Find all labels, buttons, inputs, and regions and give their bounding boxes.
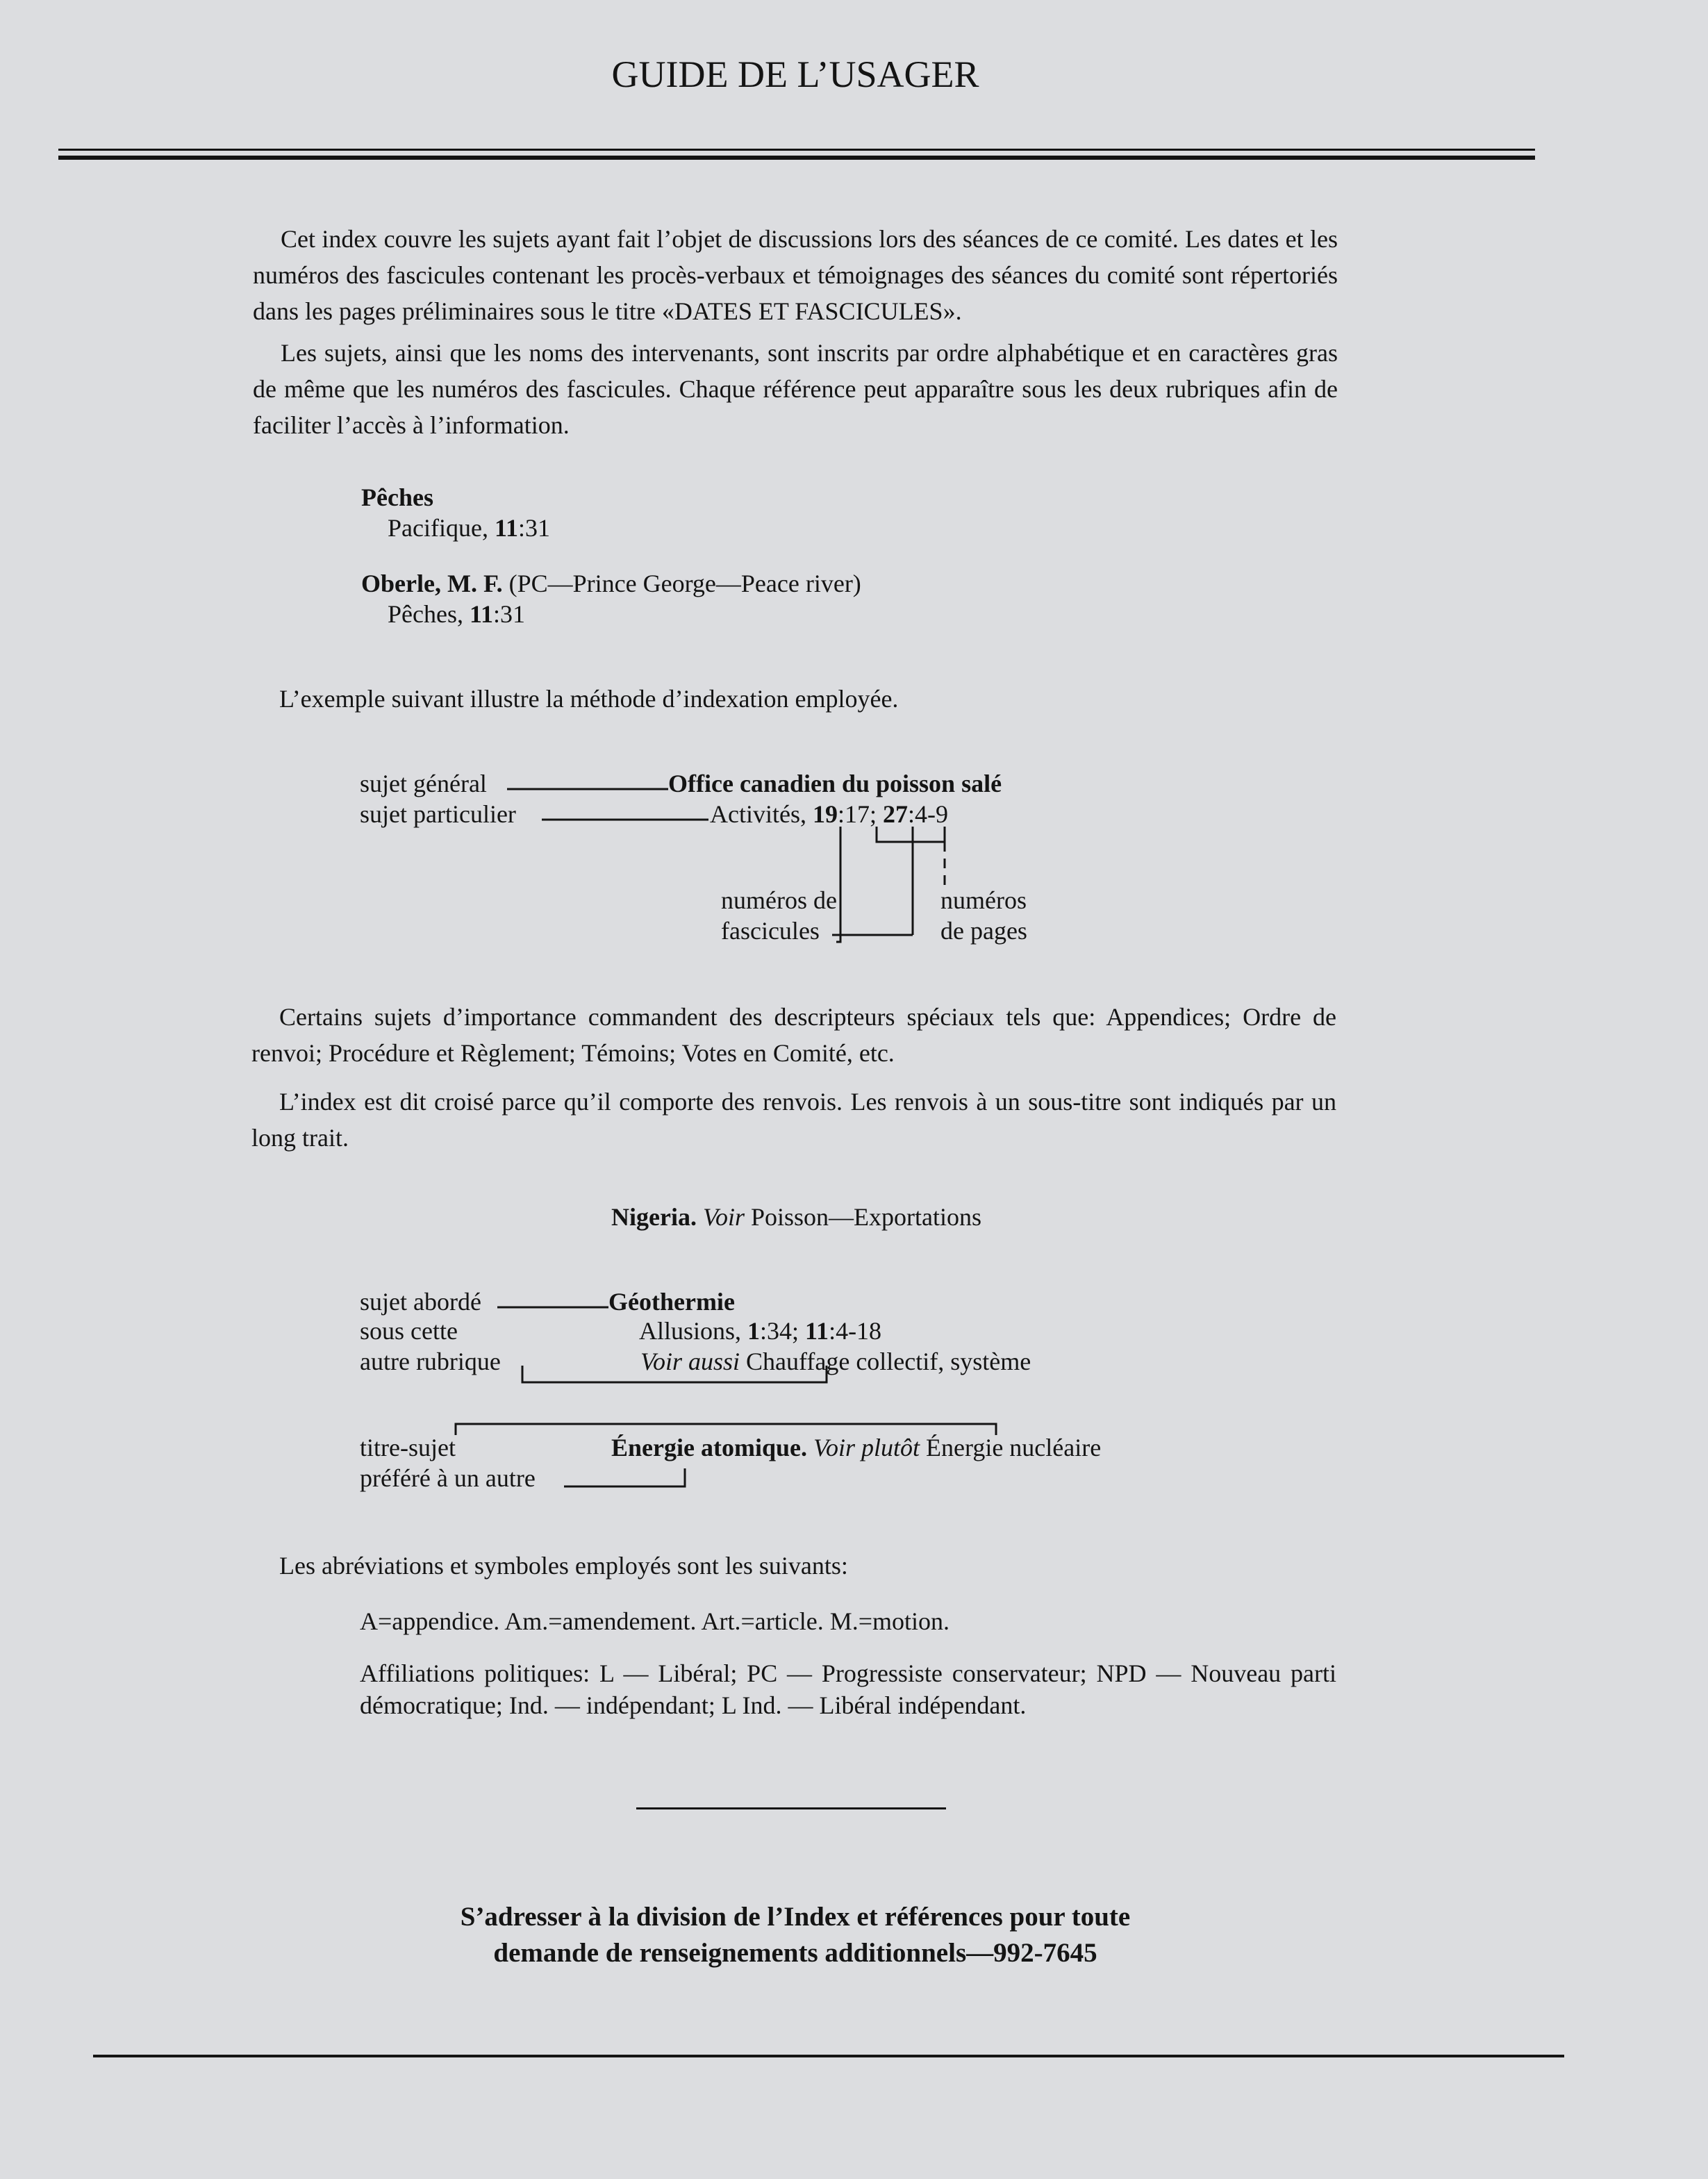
label-numeros-de: numéros de	[721, 886, 837, 914]
bracket-page-numbers	[877, 827, 945, 842]
paragraph-cross-references: L’index est dit croisé parce qu’il comporte des renvois. Les renvois à un sous-titre sont indiqués par un long trait.	[251, 1088, 1336, 1152]
method-intro-text: L’exemple suivant illustre la méthode d’indexation employée.	[279, 685, 899, 713]
bracket-issue-numbers	[836, 827, 840, 942]
abbreviations-intro: Les abréviations et symboles employés sont les suivants:	[279, 1552, 848, 1580]
label-autre-rubrique: autre rubrique	[360, 1348, 501, 1375]
bracket-titre-sujet-top	[456, 1424, 996, 1435]
example-heading-oberle: Oberle, M. F. (PC—Prince George—Peace river)	[361, 570, 861, 597]
paragraph-special-descriptors: Certains sujets d’importance commandent des descripteurs spéciaux tels que: Appendices; Ordre de renvoi; Procédure et Règlement; Témoins; Votes en Comité, etc.	[251, 1003, 1336, 1067]
footer-line-1: S’adresser à la division de l’Index et références pour toute	[460, 1902, 1131, 1932]
label-numeros: numéros	[940, 886, 1027, 914]
label-sous-cette: sous cette	[360, 1317, 458, 1345]
label-fascicules: fascicules	[721, 917, 820, 945]
intro-paragraph-2: Les sujets, ainsi que les noms des intervenants, sont inscrits par ordre alphabétique et en caractères gras de même que les numéros des fascicules. Chaque référence peut apparaître sous les deux rubriques afin de faciliter l’accès à l’information.	[253, 339, 1338, 439]
diagram3-entry: Énergie atomique. Voir plutôt Énergie nucléaire	[611, 1434, 1102, 1461]
intro-paragraph-1: Cet index couvre les sujets ayant fait l’objet de discussions lors des séances de ce comité. Les dates et les numéros des fascicules contenant les procès-verbaux et témoignages des séances du comité sont répertoriés dans les pages préliminaires sous le titre «DATES ET FASCICULES».	[253, 225, 1338, 325]
page-title: GUIDE DE L’USAGER	[611, 53, 979, 95]
label-sujet-particulier: sujet particulier	[360, 800, 516, 828]
nigeria-example: Nigeria. Voir Poisson—Exportations	[611, 1203, 981, 1231]
label-sujet-general: sujet général	[360, 770, 487, 797]
bracket-autre-rubrique	[522, 1366, 827, 1382]
political-affiliations: Affiliations politiques: L — Libéral; PC — Progressiste conservateur; NPD — Nouveau parti démocratique; Ind. — indépendant; L Ind. — Libéral indépendant.	[360, 1659, 1336, 1719]
bracket-titre-sujet-bottom	[564, 1468, 685, 1486]
label-prefere-a-un-autre: préféré à un autre	[360, 1464, 536, 1492]
label-sujet-aborde: sujet abordé	[360, 1288, 481, 1316]
label-de-pages: de pages	[940, 917, 1027, 945]
diagram2-allusions: Allusions, 1:34; 11:4-18	[639, 1317, 882, 1345]
diagram2-voir-aussi: Voir aussi Chauffage collectif, système	[640, 1348, 1031, 1375]
diagram1-heading: Office canadien du poisson salé	[668, 770, 1002, 797]
diagram2-heading: Géothermie	[608, 1288, 735, 1316]
abbreviations-list: A=appendice. Am.=amendement. Art.=article. M.=motion.	[360, 1607, 950, 1635]
diagram1-sub-entry: Activités, 19:17; 27:4-9	[710, 800, 948, 828]
example-sub-entry-peches: Pêches, 11:31	[388, 600, 525, 628]
example-sub-entry-pacifique: Pacifique, 11:31	[388, 514, 550, 542]
label-titre-sujet: titre-sujet	[360, 1434, 456, 1461]
example-heading-peches: Pêches	[361, 483, 433, 511]
footer-line-2: demande de renseignements additionnels—992-7645	[493, 1938, 1097, 1968]
